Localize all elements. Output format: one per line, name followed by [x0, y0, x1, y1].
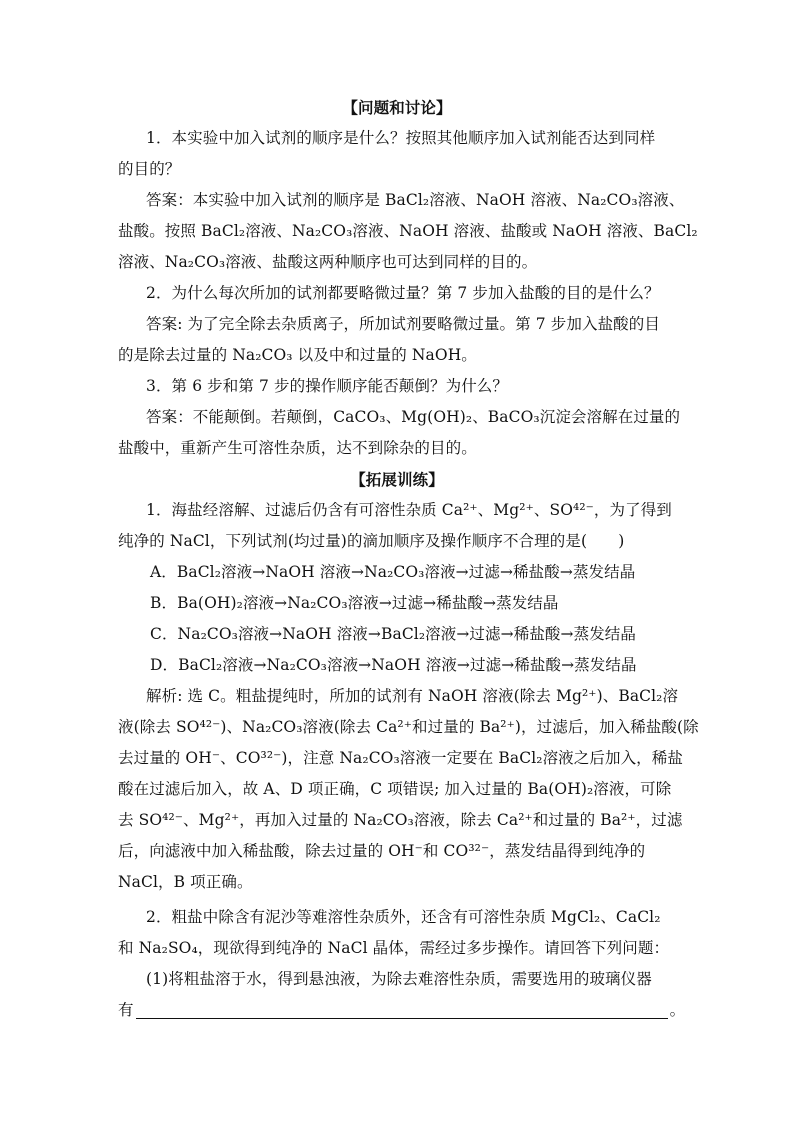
q2-answer-line-1: 答案: 为了完全除去杂质离子，所加试剂要略微过量。第 7 步加入盐酸的目: [146, 315, 660, 333]
q1-answer-line-3: 溶液、Na₂CO₃溶液、盐酸这两种顺序也可达到同样的目的。: [118, 253, 538, 271]
ex2-sub1-end: 。: [669, 1001, 686, 1019]
q1-line-1: 1．本实验中加入试剂的顺序是什么？按照其他顺序加入试剂能否达到同样: [146, 129, 656, 147]
q2-answer-line-2: 的是除去过量的 Na₂CO₃ 以及中和过量的 NaOH。: [118, 346, 477, 364]
ex2-sub1: (1)将粗盐溶于水，得到悬浊液，为除去难溶性杂质，需要选用的玻璃仪器: [146, 970, 652, 988]
ex1-analysis-line-5: 去 SO⁴²⁻、Mg²⁺，再加入过量的 Na₂CO₃溶液，除去 Ca²⁺和过量的 Ba²⁺，过滤: [118, 811, 683, 829]
q1-line-2: 的目的？: [118, 160, 181, 178]
q1-answer-line-2: 盐酸。按照 BaCl₂溶液、Na₂CO₃溶液、NaOH 溶液、盐酸或 NaOH 溶液、BaCl₂: [118, 222, 698, 240]
section-title-practice: 【拓展训练】: [350, 470, 444, 489]
ex1-analysis-line-3: 去过量的 OH⁻、CO³²⁻)，注意 Na₂CO₃溶液一定要在 BaCl₂溶液之后加入，稀盐: [118, 749, 683, 767]
q3-answer-line-1: 答案：不能颠倒。若颠倒，CaCO₃、Mg(OH)₂、BaCO₃沉淀会溶解在过量的: [146, 408, 681, 426]
q2-question: 2．为什么每次所加的试剂都要略微过量？第 7 步加入盐酸的目的是什么？: [146, 284, 660, 302]
ex1-stem-line-1: 1．海盐经溶解、过滤后仍含有可溶性杂质 Ca²⁺、Mg²⁺、SO⁴²⁻，为了得到: [146, 501, 672, 519]
ex1-analysis-line-4: 酸在过滤后加入，故 A、D 项正确，C 项错误; 加入过量的 Ba(OH)₂溶液，可除: [118, 780, 672, 798]
ex1-analysis-line-2: 液(除去 SO⁴²⁻)、Na₂CO₃溶液(除去 Ca²⁺和过量的 Ba²⁺)，过滤后，加入稀盐酸(除: [118, 718, 699, 736]
ex1-option-b: B．Ba(OH)₂溶液→Na₂CO₃溶液→过滤→稀盐酸→蒸发结晶: [150, 594, 559, 612]
document-page: [118, 92, 699, 1026]
ex2-sub1-answer-line: [118, 995, 686, 1026]
ex2-stem-line-2: 和 Na₂SO₄，现欲得到纯净的 NaCl 晶体，需经过多步操作。请回答下列问题：: [118, 939, 670, 957]
ex1-analysis-line-1: 解析: 选 C。粗盐提纯时，所加的试剂有 NaOH 溶液(除去 Mg²⁺)、BaCl₂溶: [146, 687, 679, 705]
q3-answer-line-2: 盐酸中，重新产生可溶性杂质，达不到除杂的目的。: [118, 439, 477, 457]
ex2-sub1-prefix: 有: [118, 1001, 134, 1019]
ex1-option-d: D．BaCl₂溶液→Na₂CO₃溶液→NaOH 溶液→过滤→稀盐酸→蒸发结晶: [150, 656, 637, 674]
q3-question: 3．第 6 步和第 7 步的操作顺序能否颠倒？为什么？: [146, 377, 508, 395]
ex1-analysis-line-6: 后，向滤液中加入稀盐酸，除去过量的 OH⁻和 CO³²⁻，蒸发结晶得到纯净的: [118, 842, 646, 860]
q1-answer-line-1: 答案：本实验中加入试剂的顺序是 BaCl₂溶液、NaOH 溶液、Na₂CO₃溶液、: [146, 191, 685, 209]
ex2-stem-line-1: 2．粗盐中除含有泥沙等难溶性杂质外，还含有可溶性杂质 MgCl₂、CaCl₂: [146, 908, 661, 926]
ex1-analysis-line-7: NaCl，B 项正确。: [118, 873, 253, 891]
answer-blank[interactable]: [136, 1000, 668, 1019]
ex1-option-c: C．Na₂CO₃溶液→NaOH 溶液→BaCl₂溶液→过滤→稀盐酸→蒸发结晶: [150, 625, 637, 643]
ex1-stem-line-2: 纯净的 NaCl，下列试剂(均过量)的滴加顺序及操作顺序不合理的是( ): [118, 532, 625, 550]
ex1-option-a: A．BaCl₂溶液→NaOH 溶液→Na₂CO₃溶液→过滤→稀盐酸→蒸发结晶: [150, 563, 636, 581]
section-title-discussion: 【问题和讨论】: [342, 98, 452, 117]
